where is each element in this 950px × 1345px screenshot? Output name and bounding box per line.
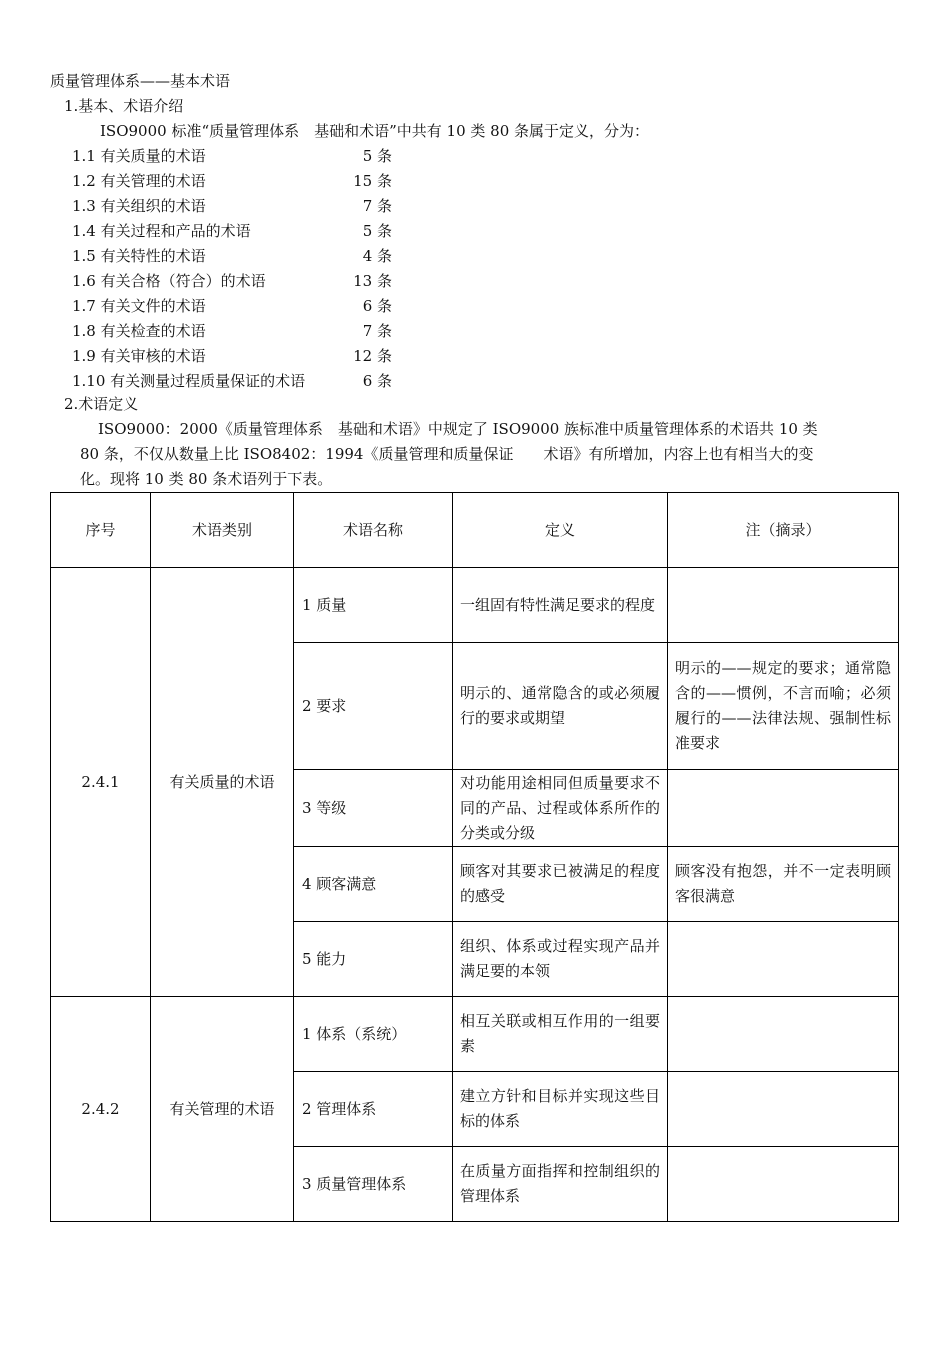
- header-definition: 定义: [453, 493, 668, 568]
- category-item: [72, 320, 392, 345]
- category-label: 1.8 有关检查的术语: [72, 322, 206, 340]
- term-definition: 对功能用途相同但质量要求不同的产品、过程或体系所作的分类或分级: [453, 770, 668, 847]
- intro-text: ISO9000 标准“质量管理体系 基础和术语”中共有 10 类 80 条属于定义，分为：: [100, 122, 650, 140]
- term-note: [668, 922, 899, 997]
- category-item: [72, 195, 392, 220]
- term-definition: 一组固有特性满足要求的程度: [453, 568, 668, 643]
- term-note: 顾客没有抱怨，并不一定表明顾客很满意: [668, 847, 899, 922]
- term-note: [668, 1072, 899, 1147]
- category-label: 1.3 有关组织的术语: [72, 197, 206, 215]
- section-heading-definitions: 2.术语定义: [64, 395, 139, 413]
- term-name: 2 管理体系: [294, 1072, 453, 1147]
- table-row: [51, 997, 899, 1072]
- category-item: [72, 270, 392, 295]
- category-item: [72, 245, 392, 270]
- page-title: 质量管理体系——基本术语: [50, 72, 231, 90]
- category-label: 1.10 有关测量过程质量保证的术语: [72, 372, 306, 390]
- term-note: [668, 770, 899, 847]
- category-count: 4 条: [362, 247, 392, 265]
- header-term-name: 术语名称: [294, 493, 453, 568]
- header-note: 注（摘录）: [668, 493, 899, 568]
- term-name: 2 要求: [294, 643, 453, 770]
- category-count: 15 条: [353, 172, 392, 190]
- term-definition: 明示的、通常隐含的或必须履行的要求或期望: [453, 643, 668, 770]
- term-name: 1 质量: [294, 568, 453, 643]
- term-definition: 组织、体系或过程实现产品并满足要的本领: [453, 922, 668, 997]
- category-count: 5 条: [362, 147, 392, 165]
- header-category: 术语类别: [151, 493, 294, 568]
- definitions-paragraph: [80, 417, 870, 492]
- category-label: 1.9 有关审核的术语: [72, 347, 206, 365]
- term-name: 3 等级: [294, 770, 453, 847]
- category-item: [72, 170, 392, 195]
- category-item: [72, 220, 392, 245]
- term-name: 5 能力: [294, 922, 453, 997]
- category-count: 7 条: [362, 197, 392, 215]
- category-item: [72, 345, 392, 370]
- group-seq: 2.4.1: [51, 568, 151, 997]
- paragraph-line: 化。现将 10 类 80 条术语列于下表。: [80, 470, 333, 488]
- category-list: [72, 145, 392, 395]
- category-label: 1.6 有关合格（符合）的术语: [72, 272, 266, 290]
- paragraph-line: 80 条，不仅从数量上比 ISO8402：1994《质量管理和质量保证 术语》有所增加，内容上也有相当大的变: [80, 445, 814, 463]
- section-heading-intro: 1.基本、术语介绍: [64, 97, 184, 115]
- category-item: [72, 145, 392, 170]
- term-definition: 相互关联或相互作用的一组要素: [453, 997, 668, 1072]
- category-count: 5 条: [362, 222, 392, 240]
- term-note: 明示的——规定的要求；通常隐含的——惯例，不言而喻；必须履行的——法律法规、强制性标准要求: [668, 643, 899, 770]
- group-category: 有关质量的术语: [151, 568, 294, 997]
- category-label: 1.4 有关过程和产品的术语: [72, 222, 251, 240]
- category-count: 13 条: [353, 272, 392, 290]
- category-count: 6 条: [362, 372, 392, 390]
- term-name: 4 顾客满意: [294, 847, 453, 922]
- term-definition: 建立方针和目标并实现这些目标的体系: [453, 1072, 668, 1147]
- category-count: 6 条: [362, 297, 392, 315]
- paragraph-line: ISO9000：2000《质量管理体系 基础和术语》中规定了 ISO9000 族标准中质量管理体系的术语共 10 类: [98, 420, 818, 438]
- term-definition: 在质量方面指挥和控制组织的管理体系: [453, 1147, 668, 1222]
- category-label: 1.7 有关文件的术语: [72, 297, 206, 315]
- category-label: 1.2 有关管理的术语: [72, 172, 206, 190]
- group-category: 有关管理的术语: [151, 997, 294, 1222]
- term-note: [668, 568, 899, 643]
- term-name: 3 质量管理体系: [294, 1147, 453, 1222]
- term-name: 1 体系（系统）: [294, 997, 453, 1072]
- category-label: 1.1 有关质量的术语: [72, 147, 206, 165]
- header-seq: 序号: [51, 493, 151, 568]
- term-note: [668, 997, 899, 1072]
- terms-table: [50, 492, 899, 1222]
- category-item: [72, 295, 392, 320]
- category-label: 1.5 有关特性的术语: [72, 247, 206, 265]
- category-count: 12 条: [353, 347, 392, 365]
- group-seq: 2.4.2: [51, 997, 151, 1222]
- category-item: [72, 370, 392, 395]
- term-note: [668, 1147, 899, 1222]
- table-row: [51, 568, 899, 643]
- category-count: 7 条: [362, 322, 392, 340]
- term-definition: 顾客对其要求已被满足的程度的感受: [453, 847, 668, 922]
